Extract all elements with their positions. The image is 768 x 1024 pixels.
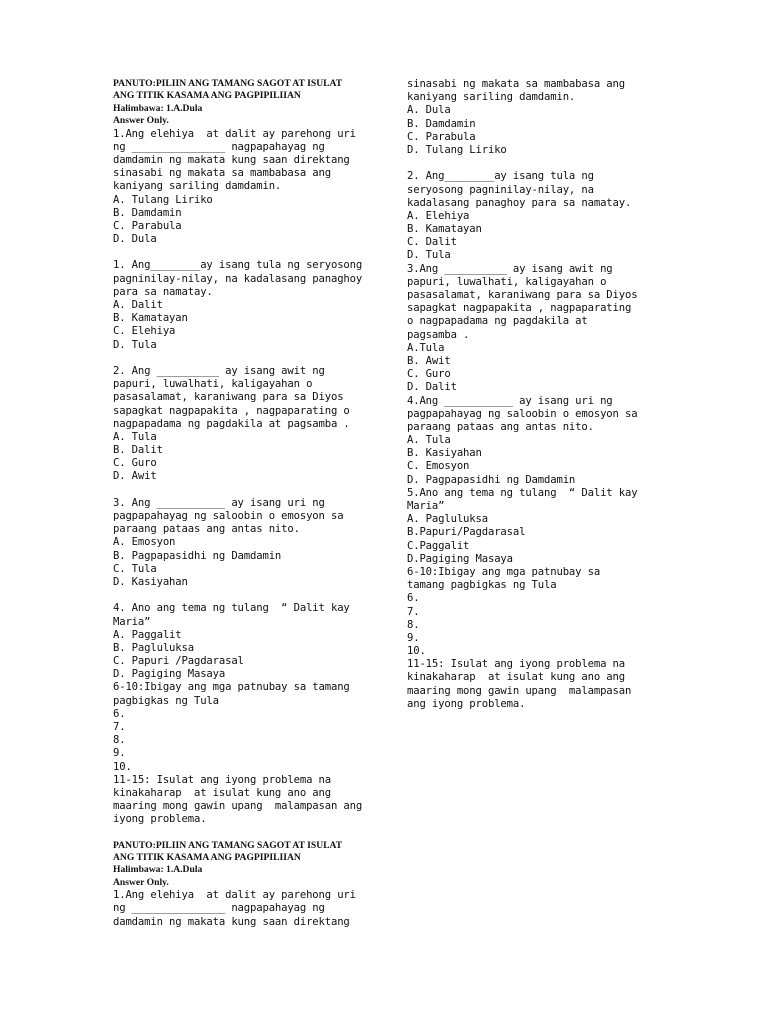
quiz-text-line: C. Parabula — [113, 219, 182, 232]
quiz-text-line: 1.Ang elehiya at dalit ay parehong uri — [113, 889, 356, 902]
quiz-text-line: A. Tulang Liriko — [113, 193, 213, 206]
quiz-text-line: tamang pagbigkas ng Tula — [407, 579, 557, 592]
quiz-text-line: damdamin ng makata kung saan direktang — [113, 915, 350, 928]
quiz-text-line: C. Parabula — [407, 130, 476, 143]
blank-line — [113, 246, 385, 259]
quiz-text-line: 8. — [113, 734, 126, 747]
quiz-text-line: kinakaharap at isulat kung ano ang — [407, 671, 625, 684]
quiz-text-line: A. Dalit — [113, 299, 163, 311]
quiz-text-line: D.Pagiging Masaya — [407, 552, 513, 565]
quiz-text-line: maaring mong gawin upang malampasan — [407, 684, 632, 697]
quiz-text-line: 11-15: Isulat ang iyong problema na — [113, 773, 331, 786]
quiz-text-line: 4. Ano ang tema ng tulang “ Dalit kay — [113, 602, 350, 615]
quiz-text-line: D. Tula — [113, 338, 157, 351]
instruction-header-line: Halimbawa: 1.A.Dula — [113, 102, 203, 114]
quiz-text-line: C. Emosyon — [407, 460, 470, 473]
quiz-text-line: pasasalamat, karaniwang para sa Diyos — [113, 391, 344, 404]
quiz-text-line: A.Tula — [407, 341, 445, 354]
quiz-text-line: kaniyang sariling damdamin. — [113, 180, 282, 193]
quiz-text-line: B. Dalit — [113, 444, 163, 457]
instruction-header-line: PANUTO:PILIIN ANG TAMANG SAGOT AT ISULAT — [113, 78, 343, 89]
quiz-text-line: Maria” — [407, 500, 445, 512]
quiz-text-line: 10. — [407, 645, 426, 658]
quiz-text-line: A. Dula — [407, 104, 451, 117]
quiz-text-line: B. Awit — [407, 354, 451, 367]
quiz-text-line: 9. — [113, 747, 126, 760]
quiz-text-line: B. Pagluluksa — [113, 641, 194, 654]
quiz-text-line: B. Kamatayan — [407, 223, 482, 236]
quiz-text-line: pasasalamat, karaniwang para sa Diyos — [407, 289, 638, 301]
quiz-text-line: 1. Ang________ay isang tula ng seryosong — [113, 259, 363, 272]
quiz-text-line: A. Tula — [113, 430, 157, 443]
quiz-text-line: papuri, luwalhati, kaligayahan o — [407, 275, 607, 288]
quiz-text-line: 3. Ang ___________ ay isang uri ng — [113, 496, 325, 509]
quiz-text-line: Maria” — [113, 615, 151, 628]
quiz-text-line: C. Tula — [113, 562, 157, 575]
quiz-text-line: nagpapadama ng pagdakila at pagsamba . — [113, 417, 350, 430]
quiz-text-line: kinakaharap at isulat kung ano ang — [113, 786, 331, 799]
quiz-text-line: ng _______________ nagpapahayag ng — [113, 140, 325, 153]
quiz-text-line: sinasabi ng makata sa mambabasa ang — [407, 78, 625, 90]
quiz-text-line: D. Dalit — [407, 381, 457, 394]
quiz-text-line: D. Pagpapasidhi ng Damdamin — [407, 473, 576, 486]
quiz-text-line: pagpapahayag ng saloobin o emosyon sa — [113, 510, 344, 522]
quiz-text-line: 4.Ang ___________ ay isang uri ng — [407, 394, 613, 407]
quiz-text-line: 1.Ang elehiya at dalit ay parehong uri — [113, 127, 356, 140]
quiz-text-line: A. Paggalit — [113, 628, 182, 641]
quiz-text-line: 2. Ang __________ ay isang awit ng — [113, 364, 325, 377]
quiz-text-line: C.Paggalit — [407, 539, 470, 552]
blank-line — [113, 484, 385, 497]
quiz-text-line: D. Tulang Liriko — [407, 143, 507, 156]
quiz-text-line: ang iyong problema. — [407, 697, 526, 710]
quiz-text-line: B. Damdamin — [407, 117, 476, 130]
quiz-text-line: papuri, luwalhati, kaligayahan o — [113, 378, 313, 391]
quiz-text-line: sinasabi ng makata sa mambabasa ang — [113, 167, 331, 180]
quiz-text-line: 3.Ang __________ ay isang awit ng — [407, 262, 613, 275]
quiz-text-line: D. Pagiging Masaya — [113, 668, 226, 681]
quiz-text-line: pagsamba . — [407, 328, 470, 341]
quiz-text-line: kaniyang sariling damdamin. — [407, 91, 576, 104]
quiz-text-line: C. Elehiya — [113, 325, 176, 338]
quiz-text-line: B. Kamatayan — [113, 312, 188, 325]
quiz-text-line: paraang pataas ang antas nito. — [407, 420, 594, 433]
quiz-text-line: pagninilay-nilay, na kadalasang panaghoy — [113, 272, 363, 285]
quiz-text-line: 8. — [407, 618, 420, 631]
quiz-text-line: 2. Ang________ay isang tula ng — [407, 170, 594, 183]
quiz-text-line: seryosong pagninilay-nilay, na — [407, 183, 594, 196]
quiz-text-line: 6. — [407, 592, 420, 605]
quiz-text-line: ng _______________ nagpapahayag ng — [113, 902, 325, 915]
quiz-text-line: damdamin ng makata kung saan direktang — [113, 153, 350, 166]
quiz-text-line: sapagkat nagpapakita , nagpaparating — [407, 302, 632, 315]
quiz-text-line: 10. — [113, 760, 132, 773]
quiz-text-line: pagpapahayag ng saloobin o emosyon sa — [407, 407, 638, 420]
quiz-text-line: 7. — [407, 605, 420, 618]
quiz-text-line: paraang pataas ang antas nito. — [113, 523, 300, 536]
instruction-header-line: PANUTO:PILIIN ANG TAMANG SAGOT AT ISULAT — [113, 839, 343, 851]
instruction-header-line: ANG TITIK KASAMA ANG PAGPIPILIIAN — [113, 852, 301, 864]
blank-line — [113, 589, 385, 602]
blank-line — [113, 827, 385, 840]
quiz-text-line: pagbigkas ng Tula — [113, 694, 219, 707]
quiz-text-line: maaring mong gawin upang malampasan ang — [113, 800, 363, 813]
quiz-text-line: C. Guro — [113, 457, 157, 470]
quiz-text-line: C. Guro — [407, 368, 451, 381]
blank-line — [113, 352, 385, 365]
quiz-text-line: 6. — [113, 707, 126, 720]
instruction-header-line: Answer Only. — [113, 115, 169, 127]
quiz-text-line: A. Pagluluksa — [407, 513, 488, 526]
instruction-header-line: ANG TITIK KASAMA ANG PAGPIPILIIAN — [113, 90, 301, 102]
quiz-text-line: 5.Ano ang tema ng tulang “ Dalit kay — [407, 486, 638, 499]
quiz-text-line: D. Kasiyahan — [113, 575, 188, 588]
quiz-text-line: C. Dalit — [407, 236, 457, 249]
quiz-text-line: D. Dula — [113, 233, 157, 246]
quiz-text-line: kadalasang panaghoy para sa namatay. — [407, 196, 632, 209]
quiz-text-line: para sa namatay. — [113, 285, 213, 298]
quiz-text-line: D. Awit — [113, 470, 157, 483]
quiz-text-line: 11-15: Isulat ang iyong problema na — [407, 658, 625, 671]
quiz-text-line: iyong problema. — [113, 813, 207, 826]
quiz-text-line: o nagpapadama ng pagdakila at — [407, 315, 588, 328]
quiz-text-line: B. Pagpapasidhi ng Damdamin — [113, 549, 282, 562]
quiz-text-line: B. Damdamin — [113, 206, 182, 219]
quiz-text-line: 6-10:Ibigay ang mga patnubay sa tamang — [113, 681, 350, 694]
quiz-text-line: 9. — [407, 631, 420, 644]
right-column — [407, 78, 657, 711]
quiz-text-line: 7. — [113, 721, 126, 733]
quiz-text-line: A. Elehiya — [407, 209, 470, 222]
quiz-text-line: B.Papuri/Pagdarasal — [407, 526, 526, 539]
blank-line — [407, 157, 657, 170]
left-column — [113, 78, 385, 929]
quiz-text-line: sapagkat nagpapakita , nagpaparating o — [113, 404, 350, 417]
quiz-text-line: 6-10:Ibigay ang mga patnubay sa — [407, 565, 601, 578]
quiz-text-line: C. Papuri /Pagdarasal — [113, 655, 244, 668]
instruction-header-line: Halimbawa: 1.A.Dula — [113, 864, 203, 876]
instruction-header-line: Answer Only. — [113, 876, 169, 888]
quiz-text-line: A. Tula — [407, 434, 451, 447]
quiz-text-line: D. Tula — [407, 249, 451, 262]
quiz-text-line: B. Kasiyahan — [407, 447, 482, 460]
quiz-text-line: A. Emosyon — [113, 536, 176, 549]
